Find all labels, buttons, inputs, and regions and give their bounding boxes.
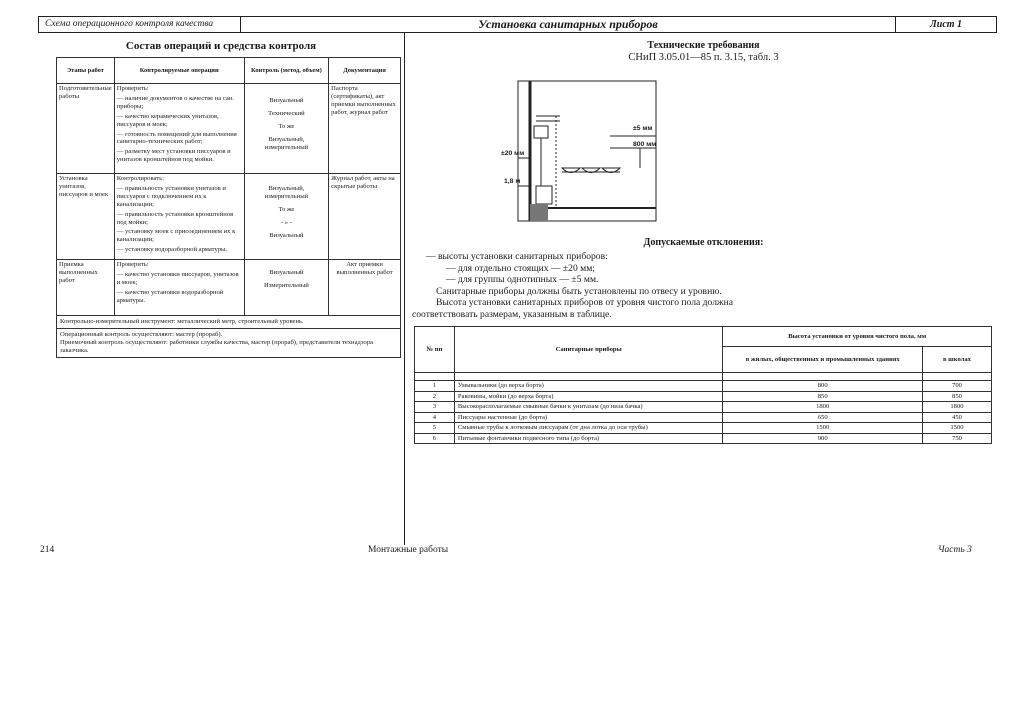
row-value-buildings: 850	[723, 391, 922, 402]
table-row	[415, 391, 992, 402]
header-height: Высота установки от уровня чистого пола, мм	[723, 327, 992, 347]
ctrl-line: Визуальный	[269, 231, 304, 239]
op-line: — правильность установки унитазов и писсуаров с подключением их к канализации;	[116, 184, 226, 208]
ctrl-line: Измерительный	[264, 281, 309, 289]
table-row	[415, 423, 992, 434]
floor-hatch	[530, 204, 548, 221]
text-line: Санитарные приборы должны быть установлены по отвесу и уровню.	[436, 285, 722, 297]
header-center-title: Установка санитарных приборов	[241, 17, 896, 32]
op-line: Контролировать:	[116, 175, 164, 182]
row-value-buildings: 1500	[723, 423, 922, 434]
snip-reference: СНиП 3.05.01—85 п. 3.15, табл. 3	[628, 52, 779, 63]
row-num: 1	[415, 381, 455, 392]
docs-cell: Паспорта (сертификаты), акт приемки выполненных работ, журнал работ	[329, 84, 401, 174]
text-line: — для отдельно стоящих — ±20 мм;	[446, 262, 595, 274]
row-value-schools: 1500	[922, 423, 991, 434]
instrument-row	[57, 316, 401, 329]
header-control: Контроль (метод, объем)	[244, 58, 329, 84]
table-row	[57, 260, 401, 316]
op-line: — качество установки водоразборной арматуры.	[116, 288, 224, 304]
op-line: — разметку мест установки писсуаров и унитазов кронштейнов под мойки.	[116, 148, 231, 164]
stage-cell: Установка унитазов, писсуаров и моек	[57, 174, 115, 260]
row-value-schools: 450	[922, 412, 991, 423]
row-value-schools: 750	[922, 433, 991, 444]
operations-title: Состав операций и средства контроля	[125, 40, 317, 52]
control-cell	[244, 260, 329, 316]
stage-cell: Приемка выполненных работ	[57, 260, 115, 316]
stage-cell: Подготовительные работы	[57, 84, 115, 174]
row-device: Умывальники (до верха борта)	[454, 381, 723, 392]
op-line: — установку моек с присоединением их к канализации;	[116, 228, 236, 244]
dim-label-800mm: 800 мм	[633, 141, 657, 148]
op-line: — качество установки писсуаров, унитазов и моек;	[116, 270, 239, 286]
text-line: Высота установки санитарных приборов от уровня чистого пола должна	[436, 297, 734, 308]
operations-cell	[114, 84, 244, 174]
text-line: соответствовать размерам, указанным в таблице.	[412, 308, 612, 320]
dim-label-20mm: ±20 мм	[501, 150, 525, 157]
header-schools: в школах	[922, 347, 991, 373]
row-num: 6	[415, 433, 455, 444]
header-operations: Контролируемые операции	[114, 58, 244, 84]
header-devices: Санитарные приборы	[454, 327, 723, 373]
header-sheet-label: Лист 1	[929, 19, 963, 30]
table-row	[415, 412, 992, 423]
op-line: — установку водоразборной арматуры.	[116, 246, 228, 254]
control-notes	[57, 328, 401, 357]
table-row	[57, 84, 401, 174]
op-line: — качество керамических унитазов, писсуаров и моек;	[116, 112, 219, 128]
control-notes-row	[57, 328, 401, 357]
ctrl-line: Визуальный	[269, 97, 304, 104]
table-row	[415, 402, 992, 413]
header-buildings: в жилых, общественных и промышленных зданиях	[723, 347, 922, 373]
tech-requirements-title	[410, 40, 997, 64]
dim-label-5mm: ±5 мм	[633, 125, 653, 132]
note-acceptance: Приемочный контроль осуществляют: работники службы качества, мастер (прораб), представители технадзора заказчика.	[60, 338, 374, 354]
deviations-text	[412, 251, 986, 320]
row-num: 3	[415, 402, 455, 413]
row-value-schools: 1800	[922, 402, 991, 413]
op-line: — правильность установки кронштейнов под мойки;	[116, 210, 234, 226]
op-line: Проверить:	[116, 261, 149, 268]
ctrl-line: То же	[278, 122, 295, 130]
ctrl-line: Визуальный	[269, 269, 304, 276]
ctrl-line: - » -	[280, 218, 292, 226]
operations-cell	[114, 260, 244, 316]
op-line: — наличие документов о качестве на сан. приборы;	[116, 94, 234, 110]
ctrl-line: Визуальный, измерительный	[264, 185, 309, 200]
row-device: Смывные трубы к лотковым писсуарам (от дна лотка до оси трубы)	[454, 423, 723, 434]
tech-title: Технические требования	[647, 40, 760, 51]
flush-tank	[534, 126, 548, 138]
row-value-schools: 850	[922, 391, 991, 402]
row-value-schools: 700	[922, 381, 991, 392]
footer-section: Монтажные работы	[368, 545, 449, 555]
table-header-row	[57, 58, 401, 84]
footer-part: Часть 3	[938, 545, 972, 555]
dim-label-1-8m: 1,8 м	[504, 178, 521, 185]
row-device: Писсуары настенные (до борта)	[454, 412, 723, 423]
row-num: 5	[415, 423, 455, 434]
operations-table	[56, 57, 401, 358]
text-line: — высоты установки санитарных приборов:	[426, 251, 608, 262]
row-num: 4	[415, 412, 455, 423]
page-number: 214	[40, 545, 55, 555]
docs-cell: Акт приемки выполненных работ	[329, 260, 401, 316]
control-cell	[244, 84, 329, 174]
toilet	[536, 186, 552, 204]
header-docs: Документация	[329, 58, 401, 84]
row-device: Раковины, мойки (до верха борта)	[454, 391, 723, 402]
row-value-buildings: 1800	[723, 402, 922, 413]
op-line: — готовность помещений для выполнения санитарно-технических работ;	[116, 130, 237, 146]
note-operational: Операционный контроль осуществляют: мастер (прораб).	[60, 330, 223, 338]
row-num: 2	[415, 391, 455, 402]
heights-table	[414, 326, 992, 444]
header-num: № пп	[415, 327, 455, 373]
operations-cell	[114, 174, 244, 260]
ctrl-line: Технический	[268, 109, 305, 117]
row-value-buildings: 800	[723, 381, 922, 392]
header-left-title: Схема операционного контроля качества	[39, 17, 241, 32]
docs-cell: Журнал работ, акты на скрытые работы	[329, 174, 401, 260]
text-line: — для группы однотипных — ±5 мм.	[446, 274, 599, 285]
admissible-deviations-title: Допускаемые отклонения:	[643, 237, 764, 248]
header-stage: Этапы работ	[57, 58, 115, 84]
table-row	[415, 381, 992, 392]
page-header	[38, 16, 997, 33]
row-device: Питьевые фонтанчики подвесного типа (до борта)	[454, 433, 723, 444]
row-device: Высокорасполагаемые смывные бачки к унитазам (до низа бачка)	[454, 402, 723, 413]
row-value-buildings: 650	[723, 412, 922, 423]
ctrl-line: Визуальный, измерительный	[264, 135, 309, 151]
instrument-note: Контрольно-измерительный инструмент: металлический метр, строительный уровень.	[57, 316, 401, 329]
op-line: Проверить:	[116, 85, 149, 92]
table-row	[57, 174, 401, 260]
ctrl-line: То же	[278, 205, 295, 213]
row-value-buildings: 900	[723, 433, 922, 444]
control-cell	[244, 174, 329, 260]
table-row	[415, 433, 992, 444]
diagram-frame	[518, 81, 656, 221]
installation-diagram	[500, 76, 672, 226]
column-divider	[404, 33, 405, 545]
